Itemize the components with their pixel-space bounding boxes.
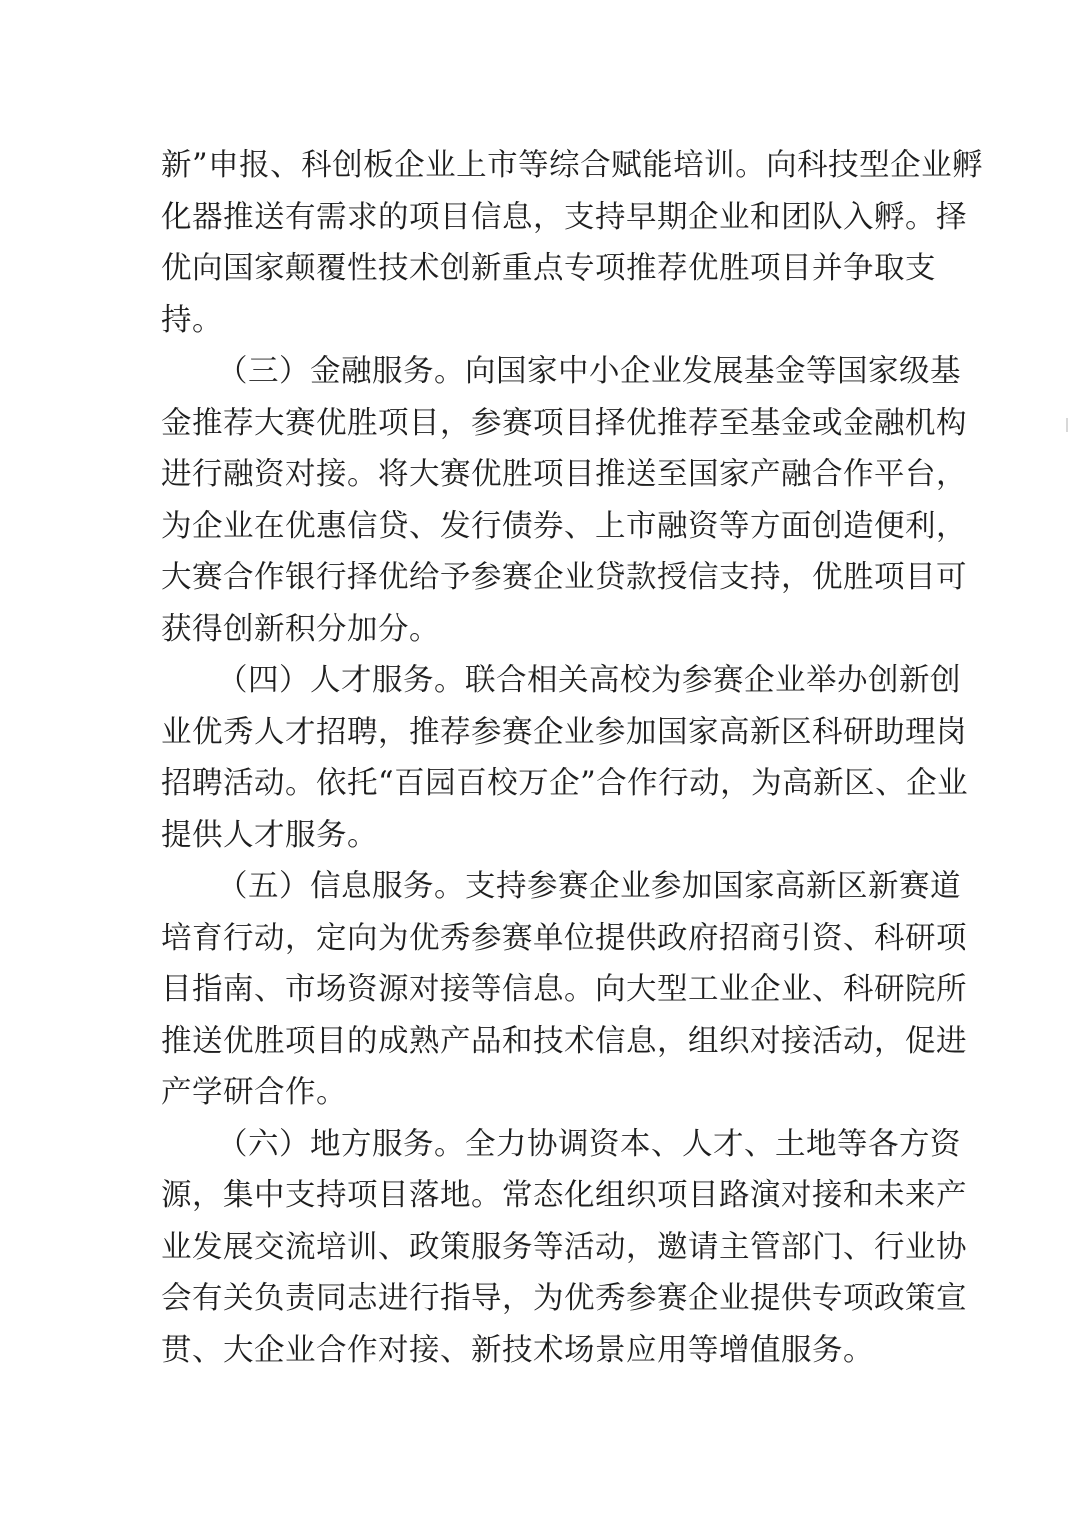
text-line: 业发展交流培训、政策服务等活动，邀请主管部门、行业协: [161, 1229, 967, 1265]
body-text: [161, 140, 984, 1376]
section-four-heading-line: （四）人才服务。联合相关高校为参赛企业举办创新创: [217, 663, 961, 698]
text-line: 提供人才服务。: [161, 817, 378, 853]
text-line: 优向国家颠覆性技术创新重点专项推荐优胜项目并争取支: [161, 251, 936, 286]
text-line: 产学研合作。: [161, 1075, 347, 1110]
text-line: 推送优胜项目的成熟产品和技术信息，组织对接活动，促进: [161, 1023, 967, 1059]
text-line: 培育行动，定向为优秀参赛单位提供政府招商引资、科研项: [161, 920, 967, 956]
text-line: 金推荐大赛优胜项目，参赛项目择优推荐至基金或金融机构: [161, 405, 967, 441]
text-line: 会有关负责同志进行指导，为优秀参赛企业提供专项政策宣: [161, 1281, 967, 1316]
text-line: 持。: [161, 302, 223, 338]
text-line: 化器推送有需求的项目信息，支持早期企业和团队入孵。择: [161, 199, 967, 235]
text-line: 业优秀人才招聘，推荐参赛企业参加国家高新区科研助理岗: [161, 714, 967, 750]
text-line: 获得创新积分加分。: [161, 611, 440, 647]
text-line: 新”申报、科创板企业上市等综合赋能培训。向科技型企业孵: [161, 148, 984, 183]
text-line: 为企业在优惠信贷、发行债券、上市融资等方面创造便利，: [161, 508, 967, 544]
text-line: 大赛合作银行择优给予参赛企业贷款授信支持，优胜项目可: [161, 560, 967, 595]
text-line: 招聘活动。依托“百园百校万企”合作行动，为高新区、企业: [161, 766, 969, 801]
section-three-heading-line: （三）金融服务。向国家中小企业发展基金等国家级基: [217, 354, 961, 389]
text-line: 目指南、市场资源对接等信息。向大型工业企业、科研院所: [161, 972, 967, 1007]
text-line: 进行融资对接。将大赛优胜项目推送至国家产融合作平台，: [161, 457, 967, 492]
scan-edge-mark: [1066, 418, 1068, 432]
section-six-heading-line: （六）地方服务。全力协调资本、人才、土地等各方资: [217, 1126, 961, 1162]
section-five-heading-line: （五）信息服务。支持参赛企业参加国家高新区新赛道: [217, 869, 961, 904]
text-line: 贯、大企业合作对接、新技术场景应用等增值服务。: [161, 1332, 874, 1368]
text-line: 源，集中支持项目落地。常态化组织项目路演对接和未来产: [161, 1178, 967, 1213]
